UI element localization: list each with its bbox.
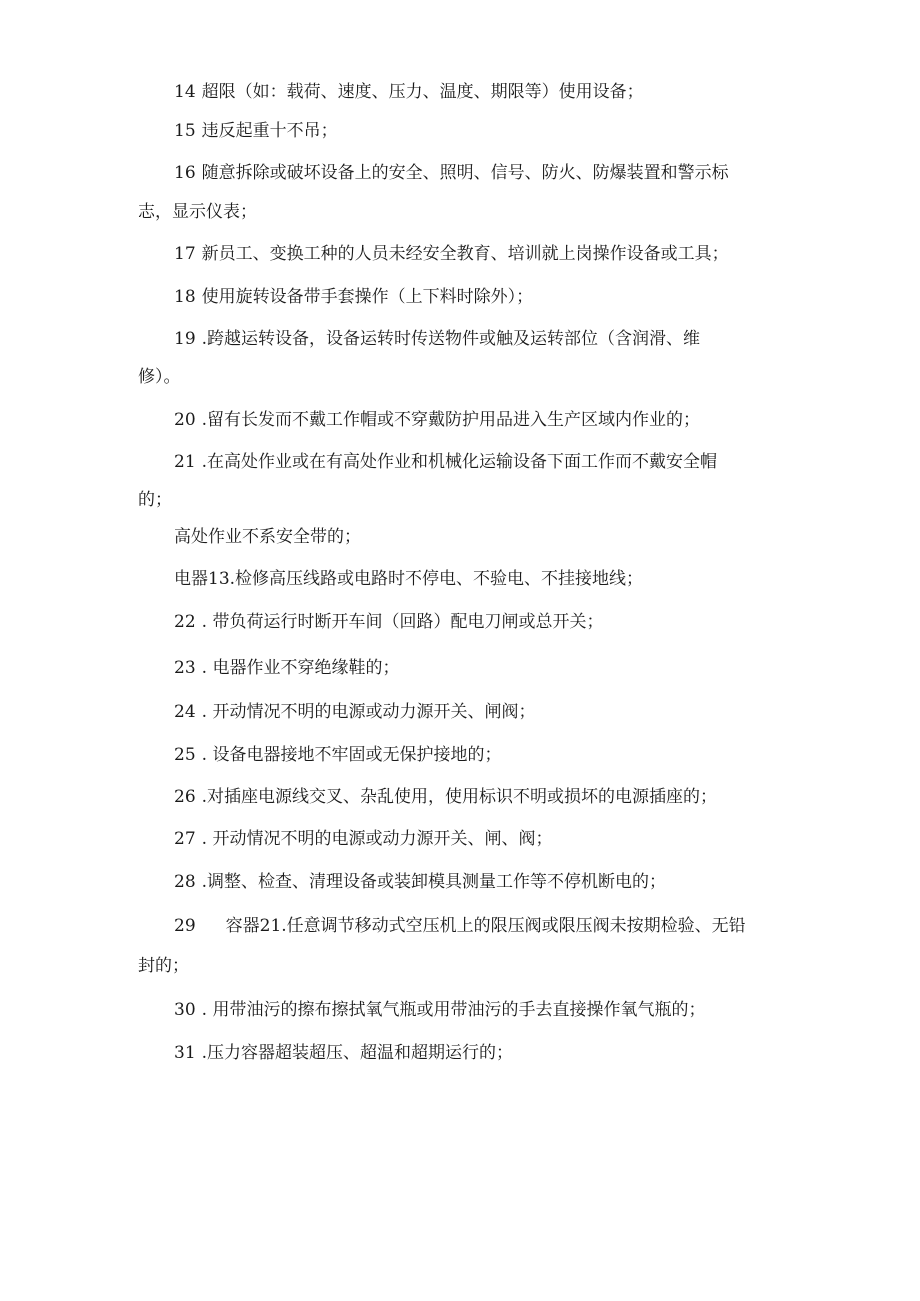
paragraph-number: 21 bbox=[174, 452, 196, 472]
paragraph-25 bbox=[174, 745, 501, 765]
paragraph-text: . 带负荷运行时断开车间（回路）配电刀闸或总开关； bbox=[201, 612, 604, 632]
paragraph-18 bbox=[174, 287, 533, 307]
paragraph-26 bbox=[174, 787, 717, 807]
paragraph-number: 18 bbox=[174, 287, 196, 307]
paragraph-text: . 电器作业不穿绝缘鞋的； bbox=[201, 658, 400, 678]
paragraph-15 bbox=[174, 121, 338, 141]
paragraph-number: 14 bbox=[174, 82, 196, 102]
paragraph-29 bbox=[174, 916, 746, 936]
paragraph-22 bbox=[174, 612, 603, 632]
paragraph-number: 28 bbox=[174, 872, 196, 892]
paragraph-19 bbox=[174, 329, 700, 349]
paragraph-number: 15 bbox=[174, 121, 196, 141]
paragraph-text: .在高处作业或在有高处作业和机械化运输设备下面工作而不戴安全帽 bbox=[201, 452, 718, 472]
paragraph-text: 电器13.检修高压线路或电路时不停电、不验电、不挂接地线； bbox=[174, 569, 644, 589]
paragraph-number: 22 bbox=[174, 612, 196, 632]
paragraph-text: 新员工、变换工种的人员未经安全教育、培训就上岗操作设备或工具； bbox=[201, 244, 729, 264]
paragraph-31 bbox=[174, 1043, 513, 1063]
paragraph-text: 高处作业不系安全带的； bbox=[174, 527, 361, 547]
paragraph-number: 24 bbox=[174, 702, 196, 722]
paragraph-number: 26 bbox=[174, 787, 196, 807]
paragraph-19-continuation: 修）。 bbox=[138, 367, 181, 387]
paragraph-30 bbox=[174, 1000, 705, 1020]
paragraph-text: . 开动情况不明的电源或动力源开关、闸阀； bbox=[201, 702, 536, 722]
paragraph-21-continuation: 的； bbox=[138, 490, 172, 510]
paragraph-number: 20 bbox=[174, 410, 196, 430]
paragraph-number: 30 bbox=[174, 1000, 196, 1020]
paragraph-28 bbox=[174, 872, 666, 892]
paragraph-20 bbox=[174, 410, 700, 430]
paragraph-text: .压力容器超装超压、超温和超期运行的； bbox=[201, 1043, 514, 1063]
paragraph-text: . 设备电器接地不牢固或无保护接地的； bbox=[201, 745, 502, 765]
paragraph-17 bbox=[174, 244, 729, 264]
paragraph-text: .留有长发而不戴工作帽或不穿戴防护用品进入生产区域内作业的； bbox=[201, 410, 701, 430]
paragraph-number: 31 bbox=[174, 1043, 196, 1063]
paragraph-text: 违反起重十不吊； bbox=[201, 121, 338, 141]
paragraph-number: 29 bbox=[174, 916, 196, 936]
paragraph-number: 27 bbox=[174, 829, 196, 849]
paragraph-23 bbox=[174, 658, 399, 678]
paragraph-number: 23 bbox=[174, 658, 196, 678]
paragraph-16 bbox=[174, 163, 729, 183]
paragraph-text: 使用旋转设备带手套操作（上下料时除外）； bbox=[201, 287, 534, 307]
paragraph-text: . 开动情况不明的电源或动力源开关、闸、阀； bbox=[201, 829, 553, 849]
paragraph-text: 超限（如：载荷、速度、压力、温度、期限等）使用设备； bbox=[201, 82, 644, 102]
paragraph-24 bbox=[174, 702, 535, 722]
paragraph-number: 25 bbox=[174, 745, 196, 765]
paragraph-safety-belt bbox=[174, 527, 361, 547]
paragraph-number: 17 bbox=[174, 244, 196, 264]
paragraph-text: .调整、检查、清理设备或装卸模具测量工作等不停机断电的； bbox=[201, 872, 667, 892]
paragraph-text: 随意拆除或破坏设备上的安全、照明、信号、防火、防爆装置和警示标 bbox=[201, 163, 729, 183]
paragraph-text: .跨越运转设备，设备运转时传送物件或触及运转部位（含润滑、维 bbox=[201, 329, 701, 349]
paragraph-text: .对插座电源线交叉、杂乱使用，使用标识不明或损坏的电源插座的； bbox=[201, 787, 718, 807]
paragraph-number: 19 bbox=[174, 329, 196, 349]
paragraph-29-continuation: 封的； bbox=[138, 956, 189, 976]
paragraph-text: 容器21.任意调节移动式空压机上的限压阀或限压阀未按期检验、无铅 bbox=[225, 916, 746, 936]
paragraph-16-continuation: 志，显示仪表； bbox=[138, 202, 257, 222]
paragraph-electrical-13 bbox=[174, 569, 643, 589]
paragraph-text: . 用带油污的擦布擦拭氧气瓶或用带油污的手去直接操作氧气瓶的； bbox=[201, 1000, 706, 1020]
paragraph-number: 16 bbox=[174, 163, 196, 183]
paragraph-27 bbox=[174, 829, 552, 849]
paragraph-14 bbox=[174, 82, 644, 102]
paragraph-21 bbox=[174, 452, 717, 472]
